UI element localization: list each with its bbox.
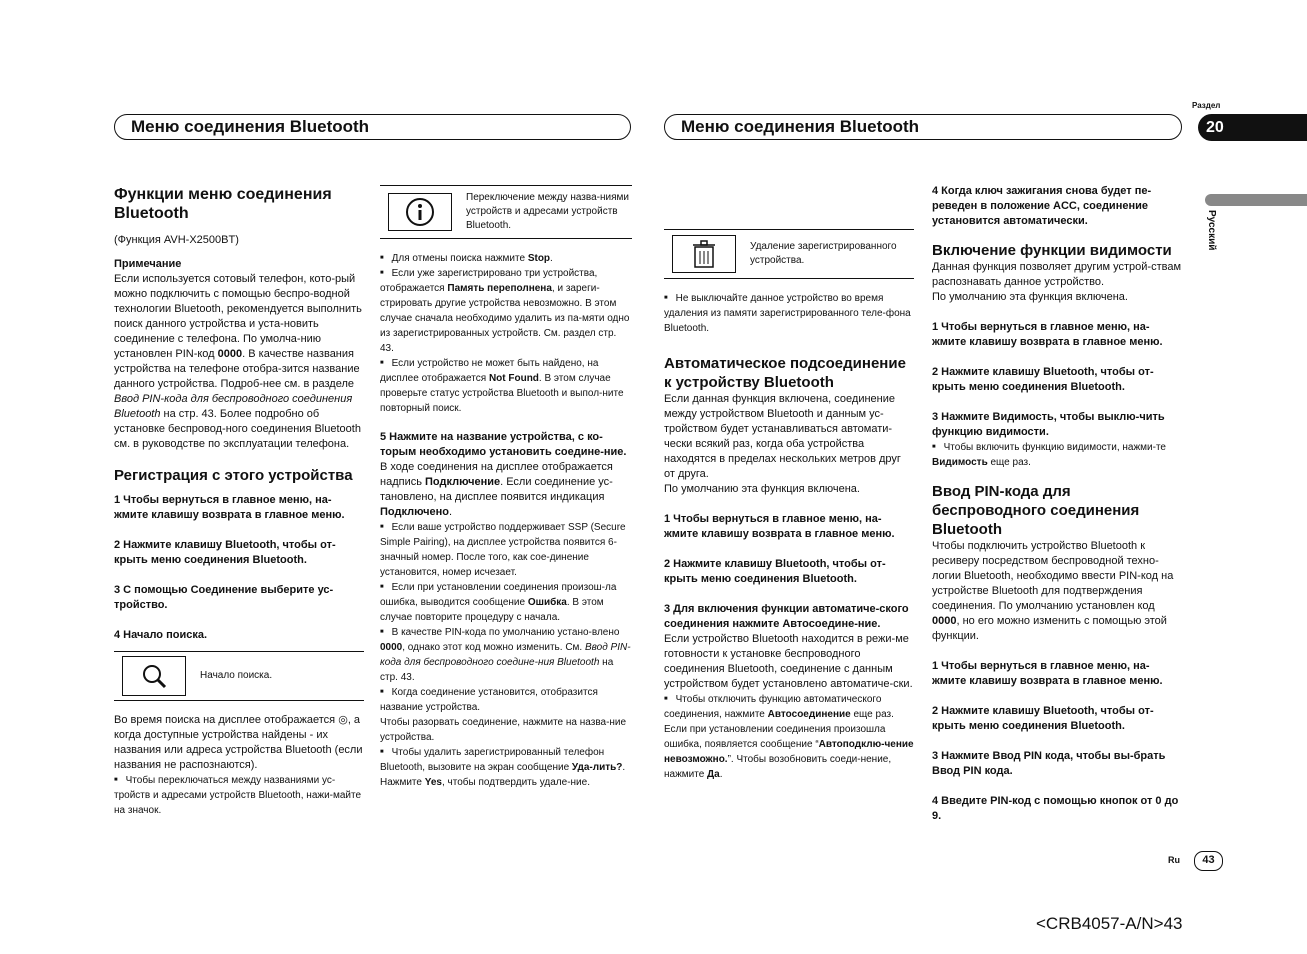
step-5-text: В ходе соединения на дисплее отображается надпись Подключение. Если соединение ус-тановлено, на дисплее появится индикация Подключено. — [380, 461, 613, 518]
auto-step-4: 4 Когда ключ зажигания снова будет пе-реведен в положение ACC, соединение установится автоматически. — [932, 185, 1152, 227]
pin-step-2: 2 Нажмите клавишу Bluetooth, чтобы от-крыть меню соединения Bluetooth. — [932, 705, 1154, 732]
step-3: 3 С помощью Соединение выберите ус-тройство. — [114, 584, 334, 611]
document-code: <CRB4057-A/N>43 — [1036, 914, 1183, 933]
delete-box — [664, 229, 914, 279]
auto-connect-text: Если данная функция включена, соединение между устройством Bluetooth и данным ус-тройством будет устанавливаться автомати-чески всякий раз, когда оба устройства находятся в пределах нескольких метров друг от друга. — [664, 393, 901, 480]
search-icon[interactable] — [122, 656, 186, 696]
page-number: 43 — [1194, 851, 1223, 871]
auto-step-2: 2 Нажмите клавишу Bluetooth, чтобы от-крыть меню соединения Bluetooth. — [664, 558, 886, 585]
bullet-connected: ■ Когда соединение установится, отобразится название устройства. — [380, 685, 632, 715]
search-box-label: Начало поиска. — [200, 670, 273, 681]
column-4 — [932, 184, 1182, 824]
visibility-step-3: 3 Нажмите Видимость, чтобы выклю-чить функцию видимости. — [932, 411, 1165, 438]
bullet-toggle-names: ■ Чтобы переключаться между названиями ус-тройств и адресами устройств Bluetooth, нажи-майте на значок. — [114, 773, 364, 818]
registration-heading: Регистрация с этого устройства — [114, 467, 353, 484]
pin-step-3: 3 Нажмите Ввод PIN кода, чтобы вы-брать Ввод PIN кода. — [932, 750, 1166, 777]
column-1 — [114, 185, 364, 818]
section-label: Раздел — [1192, 101, 1221, 110]
bullet-pin-default: ■ В качестве PIN-кода по умолчанию устано-влено 0000, однако этот код можно изменить. См. Ввод PIN-кода для беспроводного соедине-ния Bluetooth на стр. 43. — [380, 625, 632, 685]
auto-step-3: 3 Для включения функции автоматиче-ского соединения нажмите Автосоедине-ние. — [664, 603, 909, 630]
visibility-default: По умолчанию эта функция включена. — [932, 291, 1128, 303]
step-1: 1 Чтобы вернуться в главное меню, на-жмите клавишу возврата в главное меню. — [114, 494, 345, 521]
note-title: Примечание — [114, 258, 182, 270]
footer-lang-code: Ru — [1168, 855, 1180, 865]
pin-text: Чтобы подключить устройство Bluetooth к ресиверу посредством беспроводной техно-логии Bluetooth, необходимо ввести PIN-код на устройстве Bluetooth для подтверждения соединения. По умолчанию установлен код 0000, но его можно изменить с помощью этой функции. — [932, 540, 1174, 642]
column-2 — [380, 185, 632, 790]
step-5: 5 Нажмите на название устройства, с ко-торым необходимо установить соедине-ние. — [380, 431, 627, 458]
info-box — [380, 185, 632, 239]
bullet-visibility-on: ■ Чтобы включить функцию видимости, нажми-те Видимость еще раз. — [932, 440, 1182, 470]
bullet-not-found: ■ Если устройство не может быть найдено, на дисплее отображается Not Found. В этом случае проверьте статус устройства Bluetooth и выпол-ните повторный поиск. — [380, 356, 632, 416]
bullet-error: ■ Если при установлении соединения произош-ла ошибка, выводится сообщение Ошибка. В этом случае повторите процедуру с начала. — [380, 580, 632, 625]
auto-step-1: 1 Чтобы вернуться в главное меню, на-жмите клавишу возврата в главное меню. — [664, 513, 895, 540]
info-icon[interactable] — [388, 193, 452, 231]
functions-heading: Функции меню соединения Bluetooth — [114, 186, 332, 222]
bullet-auto-disable: ■ Чтобы отключить функцию автоматического соединения, нажмите Автосоединение еще раз. Если при установлении соединения произошла ошибка, появляется сообщение “Автоподклю-чение невозможно.”. Чтобы возобновить соеди-нение, нажмите Да. — [664, 692, 914, 782]
note-text: Если используется сотовый телефон, кото-рый можно подключить с помощью беспро-водной технологии Bluetooth, рекомендуется выполнить поиск данного устройства и уста-новить соединение с телефона. По умолча-нию установлен PIN-код 0000. В качестве названия устройства на телефоне отобра-зится название данного устройства. Подроб-нее см. в разделе Ввод PIN-кода для беспроводного соединения Bluetooth на стр. 43. Более подробно об установке беспровод-ного соединения Bluetooth см. в руководстве по эксплуатации телефона. — [114, 273, 362, 450]
auto-step-3-text: Если устройство Bluetooth находится в режи-ме готовности к установке беспроводного соединения Bluetooth, соединение с данным устройством будет установлено автоматиче-ски. — [664, 633, 913, 690]
step-4: 4 Начало поиска. — [114, 629, 208, 641]
visibility-step-1: 1 Чтобы вернуться в главное меню, на-жмите клавишу возврата в главное меню. — [932, 321, 1163, 348]
column-3 — [664, 229, 914, 782]
auto-connect-default: По умолчанию эта функция включена. — [664, 483, 860, 495]
auto-connect-heading: Автоматическое подсоединение к устройству Bluetooth — [664, 355, 906, 391]
section-number-tab: 20 — [1198, 114, 1307, 141]
bullet-no-power-off: ■ Не выключайте данное устройство во время удаления из памяти зарегистрированного теле-фона Bluetooth. — [664, 291, 914, 336]
search-text: Во время поиска на дисплее отображается ◎, а когда доступные устройства найдены - их названия или адреса устройства Bluetooth (если названия не распознаются). — [114, 714, 363, 771]
step-2: 2 Нажмите клавишу Bluetooth, чтобы от-крыть меню соединения Bluetooth. — [114, 539, 336, 566]
pin-step-4: 4 Введите PIN-код с помощью кнопок от 0 до 9. — [932, 795, 1179, 822]
visibility-step-2: 2 Нажмите клавишу Bluetooth, чтобы от-крыть меню соединения Bluetooth. — [932, 366, 1154, 393]
bullet-delete: ■ Чтобы удалить зарегистрированный телефон Bluetooth, вызовите на экран сообщение Уда-лить?. Нажмите Yes, чтобы подтвердить удале-ние. — [380, 745, 632, 790]
pin-step-1: 1 Чтобы вернуться в главное меню, на-жмите клавишу возврата в главное меню. — [932, 660, 1163, 687]
visibility-text: Данная функция позволяет другим устрой-ствам распознавать данное устройство. — [932, 261, 1182, 288]
search-box — [114, 651, 364, 701]
left-header-title: Меню соединения Bluetooth — [114, 114, 631, 140]
bluetooth-search-icon: ◎ — [338, 714, 348, 726]
bullet-stop: ■ Для отмены поиска нажмите Stop. — [380, 251, 632, 266]
bullet-memory-full: ■ Если уже зарегистрировано три устройства, отображается Память переполнена, и зареги-стрировать другие устройства невозможно. В этом случае сначала необходимо удалить из па-мяти одно из зарегистрированных устройств. См. раздел стр. 43. — [380, 266, 632, 356]
right-header-title: Меню соединения Bluetooth — [664, 114, 1182, 140]
pin-heading: Ввод PIN-кода для беспроводного соединения Bluetooth — [932, 483, 1140, 538]
bullet-ssp: ■ Если ваше устройство поддерживает SSP (Secure Simple Pairing), на дисплее устройства появится 6-значный номер. После того, как сое-динение установится, номер исчезает. — [380, 520, 632, 580]
language-label: Русский — [1206, 210, 1217, 251]
function-note: (Функция AVH-X2500BT) — [114, 234, 239, 246]
delete-box-label: Удаление зарегистрированного устройства. — [750, 241, 897, 266]
disconnect-text: Чтобы разорвать соединение, нажмите на назва-ние устройства. — [380, 717, 627, 743]
info-box-label: Переключение между назва-ниями устройств и адресами устройств Bluetooth. — [466, 192, 629, 231]
language-tab — [1205, 194, 1307, 206]
visibility-heading: Включение функции видимости — [932, 242, 1172, 259]
trash-icon[interactable] — [672, 235, 736, 273]
